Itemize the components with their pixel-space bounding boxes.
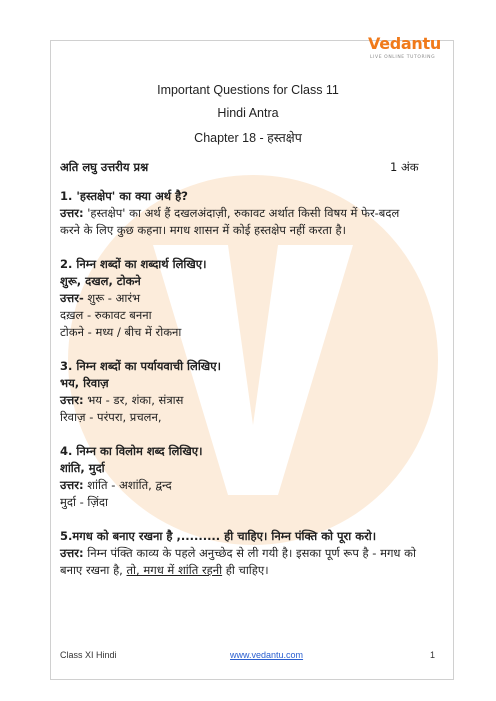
answer-1-line-2: करने के लिए कुछ कहना। मगध शासन में कोई हस्तक्षेप नहीं करता है। (60, 223, 346, 237)
answer-text: 'हस्तक्षेप' का अर्थ हैं दखलअंदाज़ी, रुकावट अर्थात किसी विषय में फेर-बदल (83, 206, 400, 220)
answer-5-line-1 (60, 545, 416, 562)
answer-text: शांति - अशांति, द्वन्द (83, 478, 172, 492)
answer-4-line-1 (60, 477, 172, 494)
question-1: 1. 'हस्तक्षेप' का क्या अर्थ है? (60, 189, 188, 203)
answer-text-underlined: तो, मगध में शांति रहनी (126, 563, 223, 577)
section-title: अति लघु उत्तरीय प्रश्न (60, 160, 149, 174)
answer-text: निम्न पंक्ति काव्य के पहले अनुच्छेद से ली गयी है। इसका पूर्ण रूप है - मगध को (83, 546, 416, 560)
answer-label: उत्तर: (60, 393, 84, 407)
question-4-words: शांति, मुर्दा (60, 461, 105, 475)
footer-class: Class XI Hindi (60, 650, 117, 660)
answer-text-c: ही चाहिए। (222, 563, 269, 577)
logo-brand: Vedantu (368, 34, 441, 53)
question-3-words: भय, रिवाज़ (60, 376, 109, 390)
answer-text: शुरू - आरंभ (83, 291, 141, 305)
answer-label: उत्तर- (60, 291, 84, 305)
question-4: 4. निम्न का विलोम शब्द लिखिए। (60, 444, 203, 458)
answer-1-line-1 (60, 205, 399, 222)
question-5: 5.मगध को बनाए रखना है ,......... ही चाहिए। निम्न पंक्ति को पूरा करो। (60, 529, 377, 543)
answer-3-line-1 (60, 392, 183, 409)
logo-tagline: LIVE ONLINE TUTORING (370, 55, 436, 60)
footer-website-link[interactable]: www.vedantu.com (230, 650, 304, 660)
answer-4-line-2: मुर्दा - ज़िंदा (60, 495, 109, 509)
answer-label: उत्तर: (60, 546, 84, 560)
question-3: 3. निम्न शब्दों का पर्यायवाची लिखिए। (60, 359, 221, 373)
answer-2-line-2: दख़ल - रुकावट बनना (60, 308, 152, 322)
answer-5-line-2 (60, 562, 269, 579)
answer-2-line-1 (60, 290, 140, 307)
answer-text: भय - डर, शंका, संत्रास (83, 393, 184, 407)
question-2-words: शुरू, दखल, टोकने (60, 274, 141, 288)
document-title: Important Questions for Class 11 (157, 83, 339, 97)
answer-2-line-3: टोकने - मध्य / बीच में रोकना (60, 325, 182, 339)
answer-label: उत्तर: (60, 206, 84, 220)
answer-label: उत्तर: (60, 478, 84, 492)
question-2: 2. निम्न शब्दों का शब्दार्थ लिखिए। (60, 257, 207, 271)
vedantu-logo[interactable] (368, 34, 448, 70)
footer-page-number: 1 (430, 650, 436, 660)
section-marks: 1 अंक (390, 160, 419, 174)
answer-text-a: बनाए रखना है, (60, 563, 127, 577)
answer-3-line-2: रिवाज़ - परंपरा, प्रचलन, (60, 410, 162, 424)
document-subject: Hindi Antra (217, 106, 279, 120)
document-chapter: Chapter 18 - हस्तक्षेप (194, 131, 302, 145)
